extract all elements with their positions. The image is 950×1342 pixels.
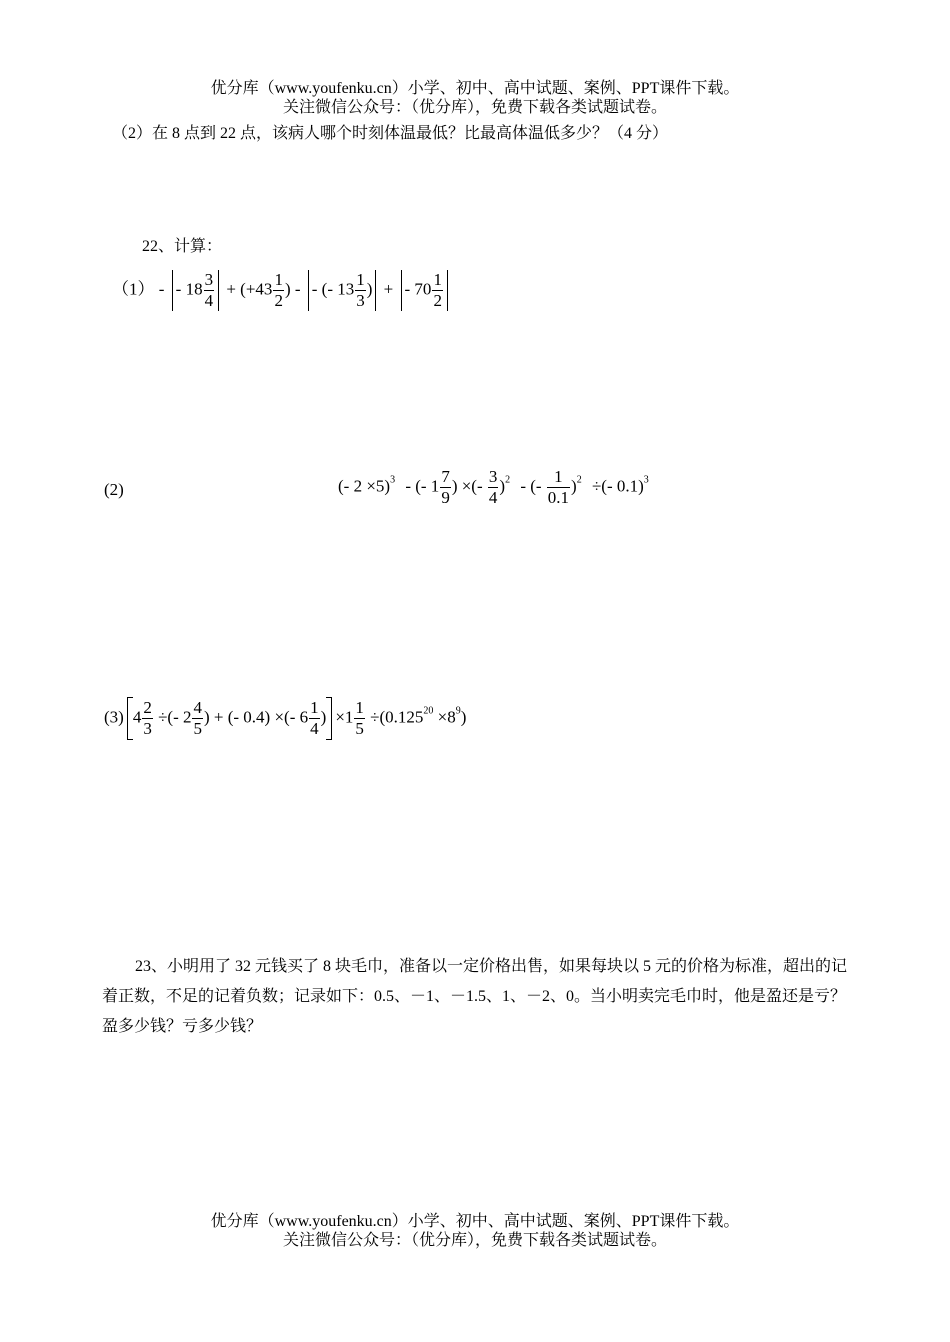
footer-line-1: 优分库（www.youfenku.cn）小学、初中、高中试题、案例、PPT课件下载。 bbox=[210, 1213, 740, 1230]
q22-problem-1 bbox=[112, 270, 451, 311]
header-line-1: 优分库（www.youfenku.cn）小学、初中、高中试题、案例、PPT课件下载。 bbox=[210, 80, 740, 97]
p1-d-whole: - 70 bbox=[404, 279, 432, 299]
fraction-b bbox=[273, 270, 284, 311]
p3-t5: ×1 bbox=[335, 707, 354, 727]
fraction-4-5 bbox=[192, 698, 203, 739]
p1-close-1: ) - bbox=[284, 279, 301, 299]
p3-t8: ) bbox=[460, 707, 467, 727]
q21-part2-text: （2）在 8 点到 22 点，该病人哪个时刻体温最低？比最高体温低多少？（4 分） bbox=[112, 125, 669, 142]
fraction-7-9-den: 9 bbox=[441, 488, 450, 507]
p2-t6: ) bbox=[571, 476, 577, 496]
p1-a-whole: - 18 bbox=[175, 279, 203, 299]
p2-exp-4: 3 bbox=[643, 474, 649, 486]
fraction-c bbox=[355, 270, 366, 311]
fraction-1-4 bbox=[309, 698, 320, 739]
q22-title: 22、计算： bbox=[142, 238, 223, 255]
p2-t1: (- 2 ×5) bbox=[338, 476, 391, 496]
abs-value-c bbox=[308, 270, 377, 311]
p3-exp-2: 9 bbox=[455, 705, 461, 717]
p2-exp-1: 3 bbox=[390, 474, 396, 486]
fraction-2-3-den: 3 bbox=[143, 719, 152, 738]
abs-value-a bbox=[172, 270, 219, 311]
fraction-7-9 bbox=[440, 467, 451, 508]
p1-c-whole: - (- 13 bbox=[311, 279, 355, 299]
footer-line-2: 关注微信公众号：（优分库），免费下载各类试题试卷。 bbox=[282, 1232, 667, 1249]
abs-value-d bbox=[401, 270, 448, 311]
p2-t4: ) bbox=[499, 476, 506, 496]
fraction-2-3-num: 2 bbox=[143, 698, 152, 717]
fraction-b-den: 2 bbox=[274, 291, 283, 310]
fraction-1-5-den: 5 bbox=[355, 719, 364, 738]
header-line-2: 关注微信公众号：（优分库），免费下载各类试题试卷。 bbox=[282, 99, 667, 116]
fraction-1-0.1-den: 0.1 bbox=[547, 488, 570, 507]
fraction-1-4-den: 4 bbox=[310, 719, 319, 738]
square-bracket-group bbox=[127, 698, 332, 739]
p2-exp-3: 2 bbox=[576, 474, 582, 486]
p1-label: （1） bbox=[112, 279, 155, 299]
fraction-d-num: 1 bbox=[433, 270, 442, 289]
fraction-b-num: 1 bbox=[274, 270, 283, 289]
fraction-3-4-den: 4 bbox=[488, 488, 498, 507]
p2-t3: ) ×(- bbox=[451, 476, 483, 496]
fraction-2-3 bbox=[142, 698, 153, 739]
fraction-1-4-num: 1 bbox=[310, 698, 319, 717]
p2-t5: - (- bbox=[520, 476, 542, 496]
fraction-1-5 bbox=[354, 698, 365, 739]
q22-problem-2 bbox=[338, 467, 649, 508]
fraction-1-0.1 bbox=[547, 467, 570, 508]
p3-exp-1: 20 bbox=[423, 705, 434, 717]
p3-t4: ) bbox=[320, 707, 327, 727]
p2-exp-2: 2 bbox=[505, 474, 511, 486]
p2-t7: ÷(- 0.1) bbox=[591, 476, 644, 496]
fraction-4-5-den: 5 bbox=[193, 719, 202, 738]
fraction-c-den: 3 bbox=[356, 291, 365, 310]
fraction-1-5-num: 1 bbox=[355, 698, 364, 717]
fraction-7-9-num: 7 bbox=[441, 467, 450, 486]
fraction-4-5-num: 4 bbox=[193, 698, 202, 717]
q23-text: 23、小明用了 32 元钱买了 8 块毛巾，准备以一定价格出售，如果每块以 5 元的价格为标准，超出的记着正数，不足的记着负数；记录如下：0.5、－1、－1.5、1、－2、0。当小明卖完毛巾时，他是盈还是亏？盈多少钱？亏多少钱？ bbox=[102, 958, 848, 1035]
p3-label: (3) bbox=[104, 707, 124, 727]
p1-close-2: ) bbox=[366, 279, 373, 299]
fraction-d-den: 2 bbox=[433, 291, 442, 310]
fraction-a-num: 3 bbox=[204, 270, 214, 289]
p2-t2: - (- 1 bbox=[405, 476, 440, 496]
fraction-3-4-num: 3 bbox=[488, 467, 498, 486]
fraction-1-0.1-num: 1 bbox=[547, 467, 570, 488]
p2-label: (2) bbox=[104, 480, 124, 499]
fraction-3-4 bbox=[488, 467, 499, 508]
fraction-d bbox=[432, 270, 443, 311]
fraction-a-den: 4 bbox=[204, 291, 214, 310]
p1-plus-2: + bbox=[383, 279, 394, 299]
q22-problem-3 bbox=[104, 698, 466, 739]
p3-t1: 4 bbox=[132, 707, 142, 727]
p3-t3: ) + (- 0.4) ×(- 6 bbox=[203, 707, 309, 727]
fraction-a bbox=[204, 270, 215, 311]
p1-minus: - bbox=[158, 279, 165, 299]
fraction-c-num: 1 bbox=[356, 270, 365, 289]
p3-t2: ÷(- 2 bbox=[158, 707, 192, 727]
p1-plus-1: + (+43 bbox=[226, 279, 273, 299]
p3-t6: ÷(0.125 bbox=[370, 707, 424, 727]
p3-t7: ×8 bbox=[437, 707, 456, 727]
